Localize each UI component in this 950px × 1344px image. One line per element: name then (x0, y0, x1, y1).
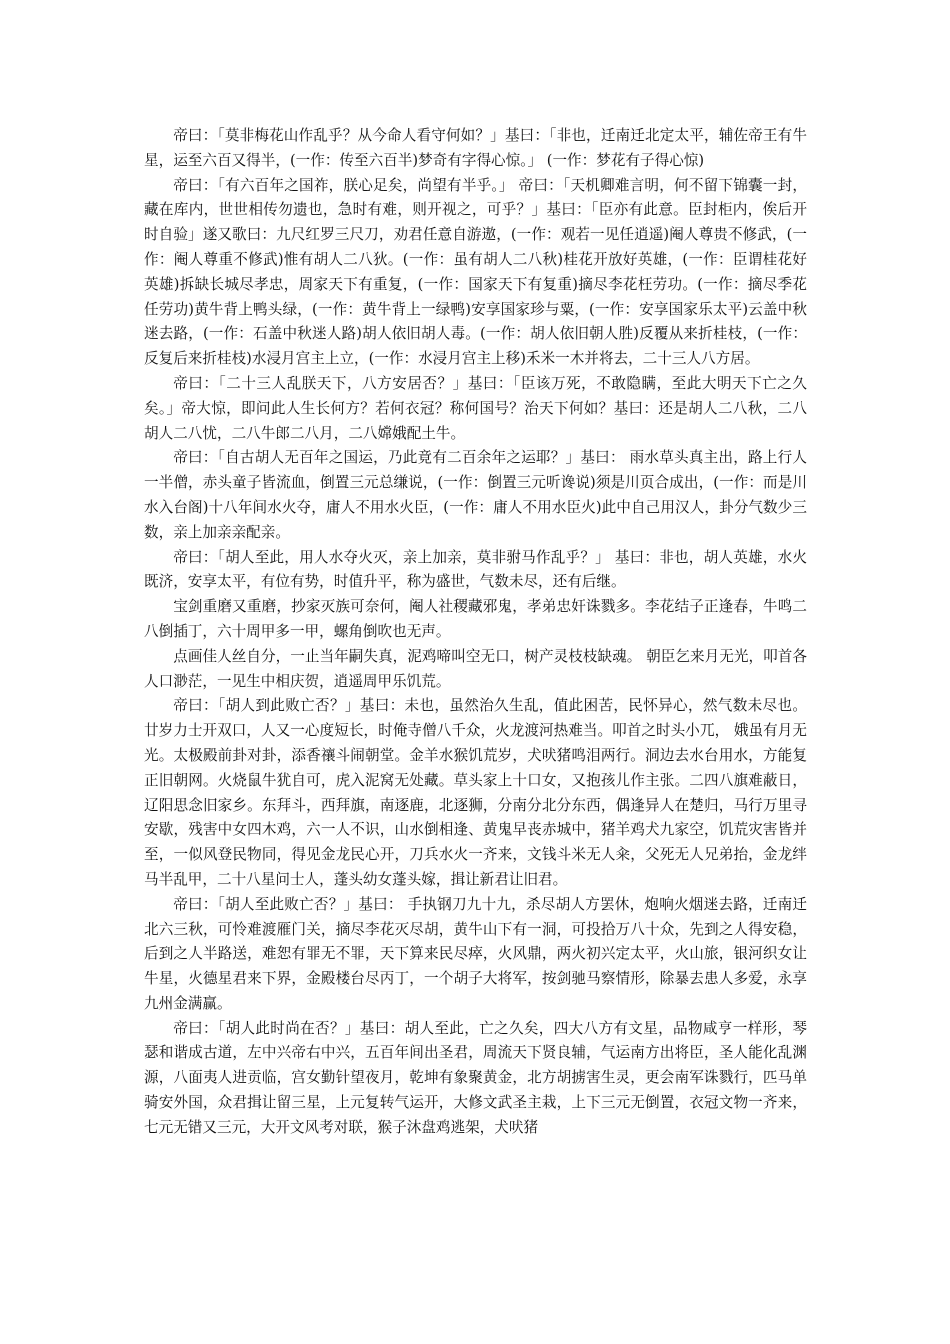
paragraph-1: 帝曰：「莫非梅花山作乱乎？从今命人看守何如？」基曰：「非也，迁南迁北定太平，辅佐帝王有牛星，运至六百又得半，(一作：传至六百半)梦奇有字得心惊。」 (一作：梦花有子得心惊) (144, 127, 807, 169)
paragraph-10: 帝曰：「胡人此时尚在否？」基曰：胡人至此，亡之久矣，四大八方有文星，品物咸亨一样形，琴瑟和谐成古道，左中兴帝右中兴，五百年间出圣君，周流天下贤良辅，气运南方出将臣，圣人能化乱渊源，八面夷人进贡临，宫女勤针望夜月，乾坤有象聚黄金，北方胡掳害生灵，更会南军诛戮行，匹马单骑安外国，众君揖让留三星，上元复转气运开，大修文武圣主栽，上下三元无倒置，衣冠文物一齐来，七元无错又三元，大开文风考对联，猴子沐盘鸡逃架，犬吠猪 (144, 1019, 807, 1136)
paragraph-3: 帝曰：「二十三人乱朕天下，八方安居否？」基曰：「臣该万死，不敢隐瞒，至此大明天下亡之久矣。」帝大惊，即问此人生长何方？若何衣冠？称何国号？治天下何如？基曰：还是胡人二八秋，二八胡人二八忧，二八牛郎二八月，二八嫦娥配土牛。 (144, 374, 807, 442)
paragraph-9: 帝曰：「胡人至此败亡否？」基曰： 手执钢刀九十九，杀尽胡人方罢休，炮响火烟迷去路，迁南迁北六三秋，可怜难渡雁门关，摘尽李花灭尽胡，黄牛山下有一洞，可投拾万八十众，先到之人得安稳，后到之人半路送，难恕有罪无不罪，天下算来民尽瘁，火风鼎，两火初兴定太平，火山旅，银河织女让牛星，火德星君来下界，金殿楼台尽丙丁，一个胡子大将军，按剑驰马察情形，除暴去患人多爱，永享九州金满赢。 (144, 895, 807, 1012)
paragraph-5: 帝曰：「胡人至此，用人水夺火灭，亲上加亲，莫非驸马作乱乎？」 基曰：非也，胡人英雄，水火既济，安享太平，有位有势，时值升平，称为盛世，气数未尽，还有后继。 (144, 548, 807, 591)
paragraph-8: 帝曰：「胡人到此败亡否？」基曰：未也，虽然治久生乱，值此困苦，民怀异心，然气数未尽也。廿岁力士开双口，人又一心度短长，时俺寺僧八千众，火龙渡河热难当。叩首之时头小兀， 娥虽有月无光。太极殿前卦对卦，添香禳斗闹朝堂。金羊水猴饥荒岁，犬吠猪鸣泪两行。洞边去水台用水，方能复正旧朝网。火烧鼠牛犹自可，虎入泥窝无处藏。草头家上十口女，又抱孩儿作主张。二四八旗难蔽日，辽阳思念旧家乡。东拜斗，西拜旗，南逐鹿，北逐狮，分南分北分东西，偶逢异人在楚归，马行万里寻安歇，残害中女四木鸡，六一人不识，山水倒相逢、黄鬼早丧赤城中，猪羊鸡犬九家空，饥荒灾害皆并至，一似风登民物同，得见金龙民心开，刀兵水火一齐来，文钱斗米无人籴，父死无人兄弟抬，金龙绊马半乱甲，二十八星问士人，蓬头幼女蓬头嫁，揖让新君让旧君。 (144, 697, 807, 888)
paragraph-2: 帝曰：「有六百年之国祚，朕心足矣，尚望有半乎。」 帝曰：「天机卿难言明，何不留下锦囊一封，藏在库内，世世相传勿遗也，急时有难，则开视之，可乎？」基曰：「臣亦有此意。臣封柜内，俟后开时自验」遂又歌曰：九尺红罗三尺刀，劝君任意自游遨，(一作：观若一见任逍遥)阉人尊贵不修武，(一作：阉人尊重不修武)惟有胡人二八狄。(一作：虽有胡人二八秋)桂花开放好英雄，(一作：臣谓桂花好英雄)拆缺长城尽孝忠，周家天下有重复，(一作：国家天下有复重)摘尽李花枉劳功。(一作：摘尽季花任劳功)黄牛背上鸭头绿，(一作：黄牛背上一绿鸭)安享国家珍与粟，(一作：安享国家乐太平)云盖中秋迷去路，(一作：石盖中秋迷人路)胡人依旧胡人毒。(一作：胡人依旧朝人胜)反覆从来折桂枝，(一作：反复后来折桂枝)水浸月宫主上立，(一作：水浸月宫主上移)禾米一木并将去，二十三人八方居。 (144, 176, 807, 368)
paragraph-7: 点画佳人丝自分，一止当年嗣失真，泥鸡啼叫空无口，树产灵枝枝缺魂。 朝臣乞来月无光，叩首各人口渺茫，一见生中相庆贺，逍遥周甲乐饥荒。 (144, 647, 807, 690)
paragraph-4: 帝曰：「自古胡人无百年之国运，乃此竟有二百余年之运耶？」基曰： 雨水草头真主出，路上行人一半僧，赤头童子皆流血，倒置三元总缣说，(一作：倒置三元听谗说)须是川页合成出，(一作：而是川水入台阁)十八年间水火夺，庸人不用水火臣，(一作：庸人不用水臣火)此中自己用汉人，卦分气数少三数，亲上加亲亲配亲。 (144, 449, 807, 541)
paragraph-6: 宝剑重磨又重磨，抄家灭族可奈何，阉人社稷藏邪鬼，孝弟忠奸诛戮多。李花结子正逢春，牛鸣二八倒插丁，六十周甲多一甲，螺角倒吹也无声。 (144, 598, 807, 640)
document-body (144, 124, 807, 1141)
